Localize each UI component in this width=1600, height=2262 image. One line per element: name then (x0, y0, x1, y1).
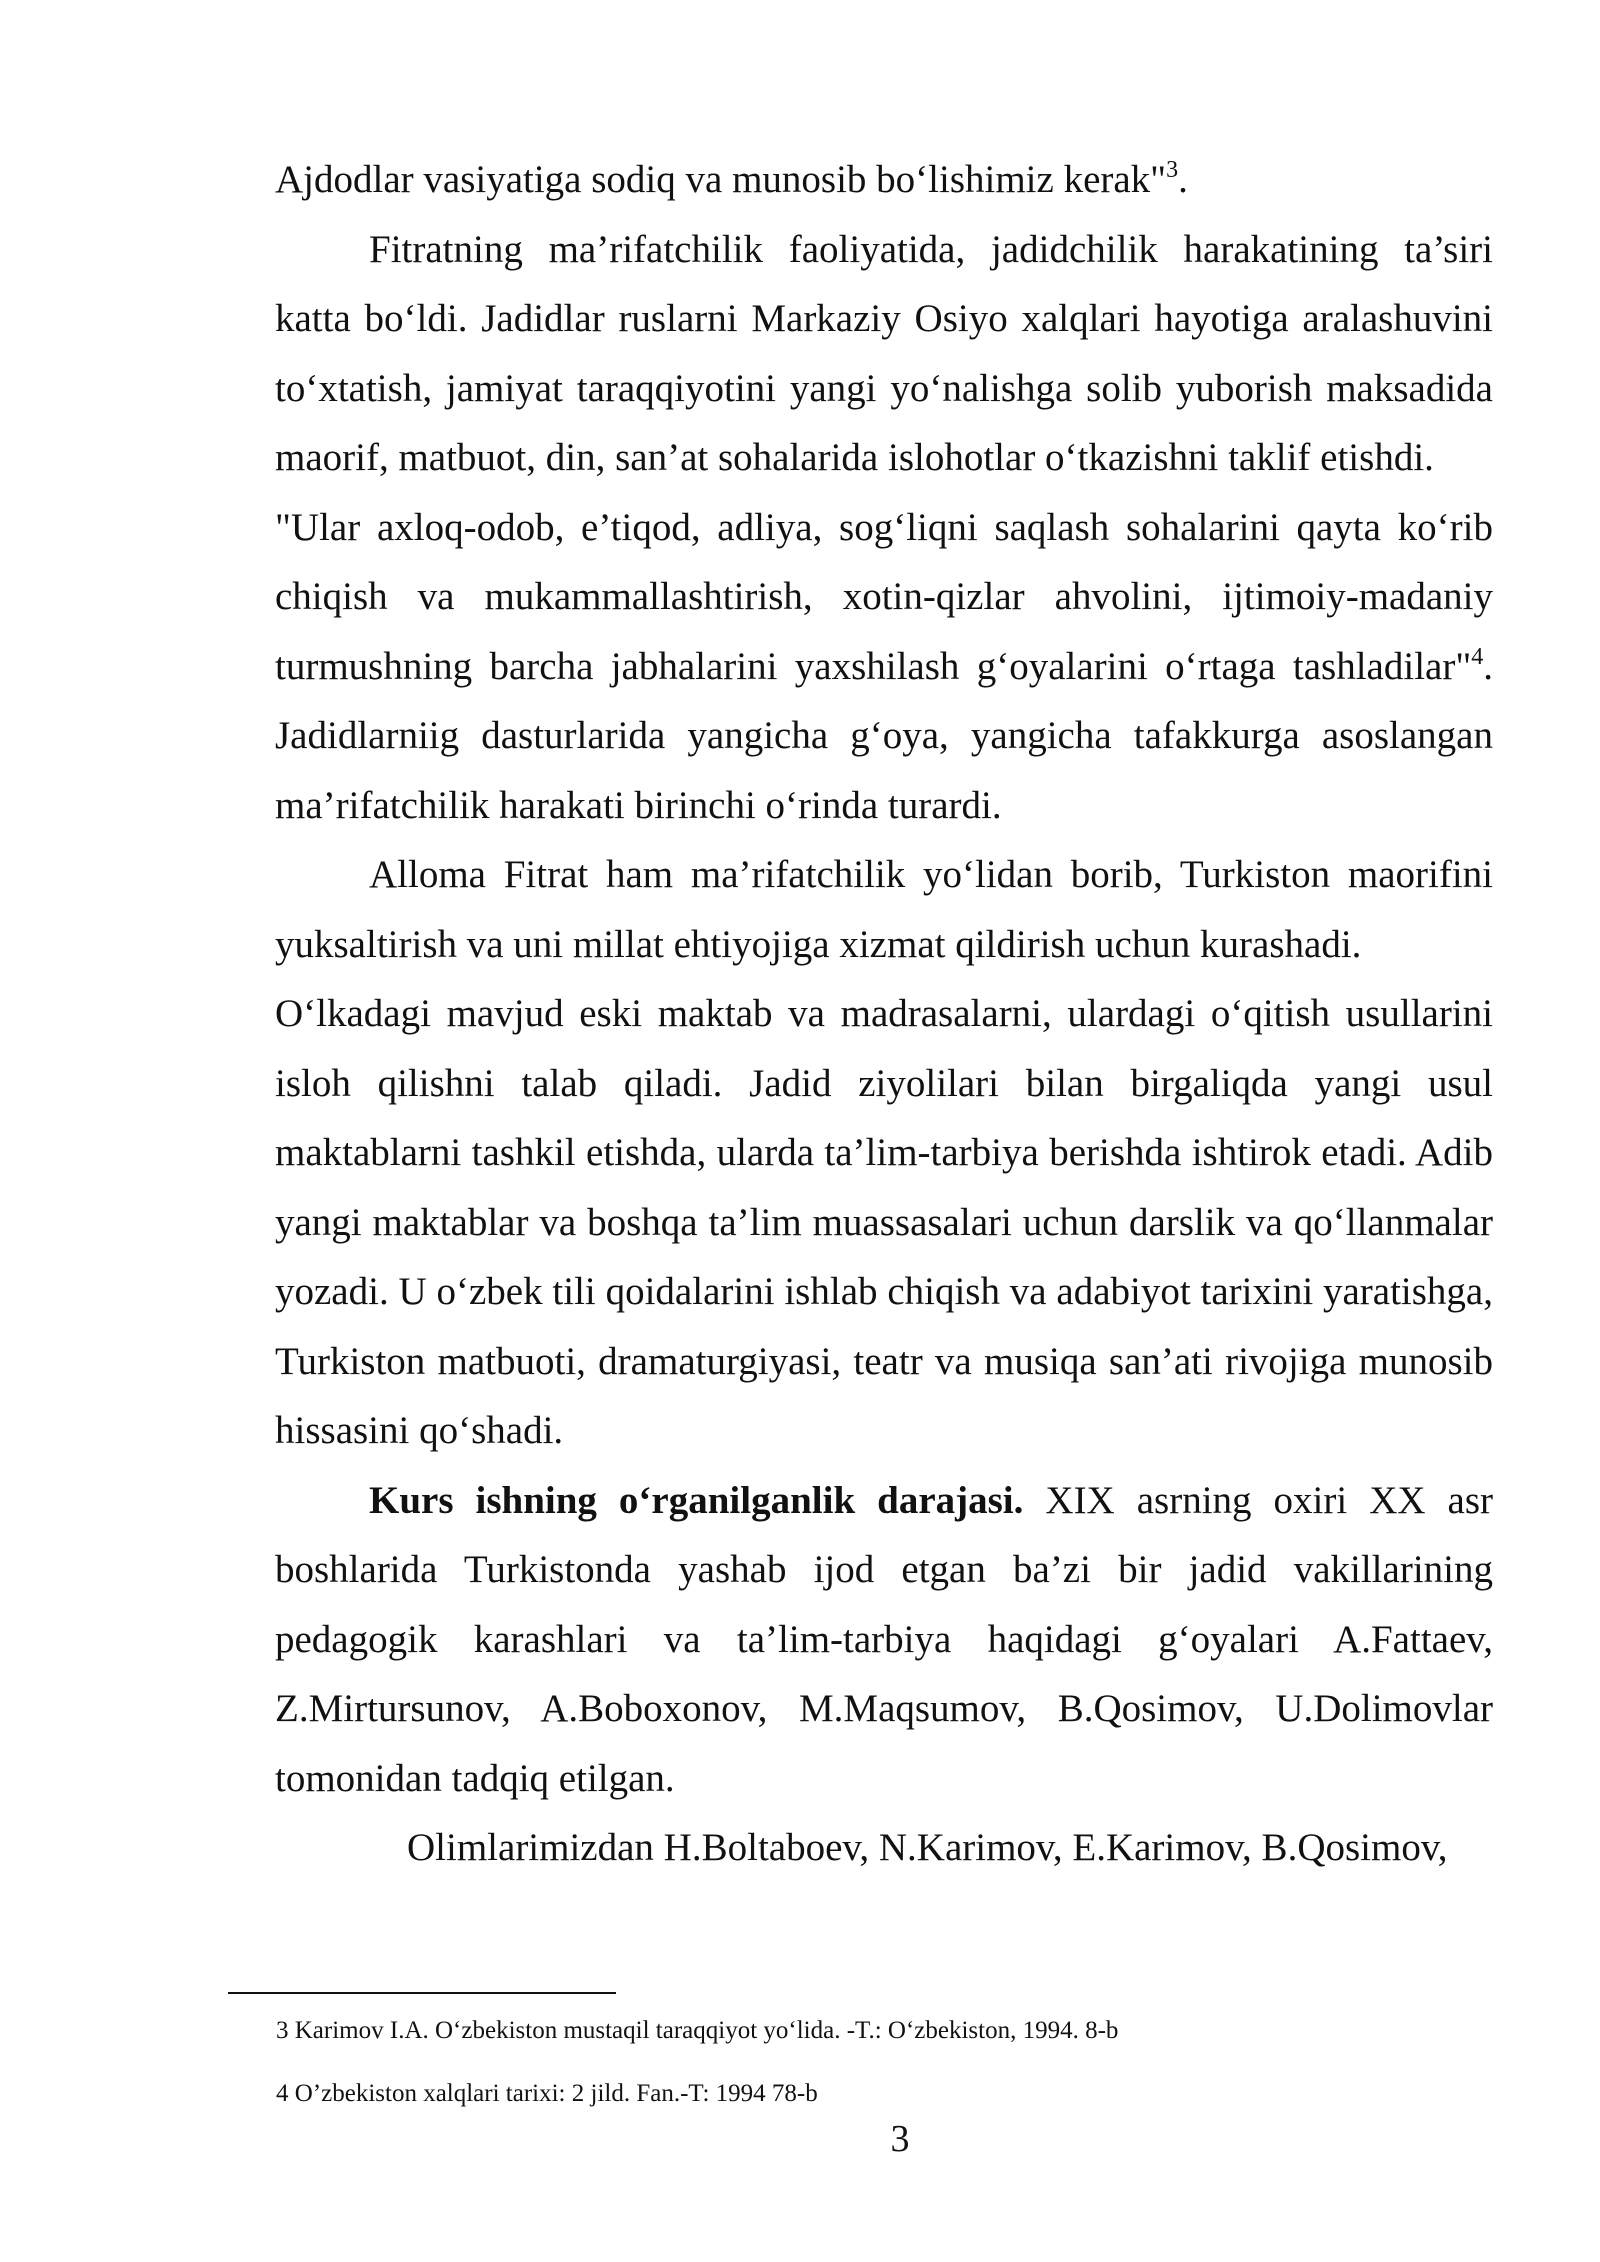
footnote-ref-4[interactable]: 4 (1471, 643, 1484, 670)
footnote-separator (228, 1992, 616, 1994)
footnote-3: 3 Karimov I.A. O‘zbekiston mustaqil taraqqiyot yo‘lida. -T.: O‘zbekiston, 1994. 8-b (276, 2017, 1119, 2044)
paragraph-3-quote: "Ular axloq-odob, e’tiqod, adliya, sog‘liqni saqlash sohalarini qayta ko‘rib chiqish va mukammallashtirish, xotin-qizlar ahvolini, ijtimoiy-madaniy turmushning barcha jabhalarini yaxshilash g‘oyalarini o‘rtaga tashladilar" (275, 505, 1493, 688)
section-heading: Kurs ishning o‘rganilganlik darajasi. (369, 1478, 1024, 1522)
paragraph-1-end: . (1178, 158, 1188, 201)
paragraph-1 (275, 145, 1493, 215)
paragraph-4: Alloma Fitrat ham ma’rifatchilik yo‘lidan borib, Turkiston maorifini yuksaltirish va uni millat ehtiyojiga xizmat qildirish uchun kurashadi. (275, 853, 1493, 966)
body-text (275, 145, 1493, 1883)
paragraph-1-text: Ajdodlar vasiyatiga sodiq va munosib bo‘lishimiz kerak" (275, 158, 1167, 201)
paragraph-2: Fitratning ma’rifatchilik faoliyatida, jadidchilik harakatining ta’siri katta bo‘ldi. Jadidlar ruslarni Markaziy Osiyo xalqlari hayotiga aralashuvini to‘xtatish, jamiyat taraqqiyotini yangi yo‘nalishga solib yuborish maksadida maorif, matbuot, din, san’at sohalarida islohotlar o‘tkazishni taklif etishdi. (275, 227, 1493, 479)
paragraph-5: O‘lkadagi mavjud eski maktab va madrasalarni, ulardagi o‘qitish usullarini isloh qilishni talab qiladi. Jadid ziyolilari bilan birgaliqda yangi usul maktablarni tashkil etishda, ularda ta’lim-tarbiya berishda ishtirok etadi. Adib yangi maktablar va boshqa ta’lim muassasalari uchun darslik va qo‘llanmalar yozadi. U o‘zbek tili qoidalarini ishlab chiqish va adabiyot tarixini yaratishga, Turkiston matbuoti, dramaturgiyasi, teatr va musiqa san’ati rivojiga munosib hissasini qo‘shadi. (275, 992, 1493, 1452)
footnote-4: 4 O’zbekiston xalqlari tarixi: 2 jild. Fan.-T: 1994 78-b (276, 2080, 818, 2107)
paragraph-3-rest: . Jadidlarniig dasturlarida yangicha g‘oya, yangicha tafakkurga asoslangan ma’rifatchilik harakati birinchi o‘rinda turardi. (275, 644, 1493, 827)
footnote-ref-3[interactable]: 3 (1166, 157, 1179, 183)
paragraph-6-text: XIX asrning oxiri XX asr boshlarida Turkistonda yashab ijod etgan ba’zi bir jadid vakillarining pedagogik karashlari va ta’lim-tarbiya haqidagi g‘oyalari A.Fattaev, Z.Mirtursunov, A.Boboxonov, M.Maqsumov, B.Qosimov, U.Dolimovlar tomonidan tadqiq etilgan. (275, 1478, 1494, 1800)
page-number: 3 (890, 2118, 910, 2160)
paragraph-3 (275, 493, 1493, 841)
paragraph-6 (275, 1466, 1493, 1814)
paragraph-7: Olimlarimizdan H.Boltaboev, N.Karimov, E.Karimov, B.Qosimov, (407, 1826, 1448, 1869)
